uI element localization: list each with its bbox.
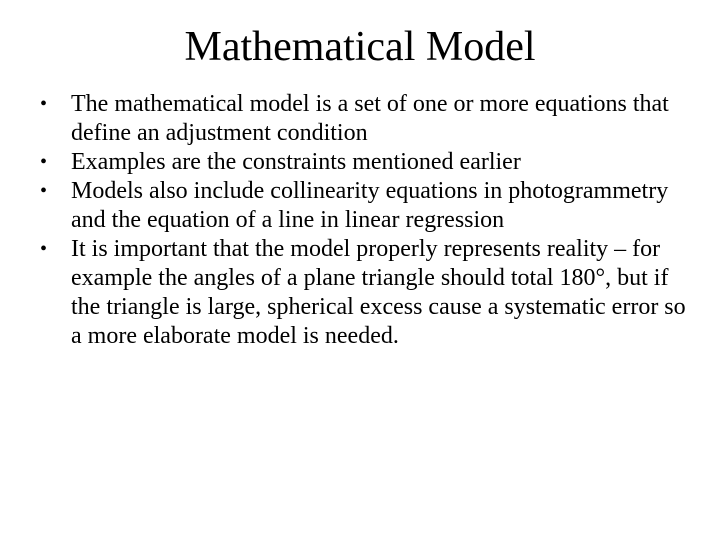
bullet-item bbox=[30, 177, 690, 235]
bullet-text: It is important that the model properly represents reality – for example the angles of a plane triangle should total 180°, but if the triangle is large, spherical excess cause a systematic error so a more elaborate model is needed. bbox=[71, 236, 686, 349]
bullet-text: The mathematical model is a set of one or more equations that define an adjustment condition bbox=[71, 91, 669, 146]
slide-title: Mathematical Model bbox=[184, 24, 536, 70]
bullet-icon: • bbox=[40, 93, 48, 115]
bullet-icon: • bbox=[40, 151, 48, 173]
bullet-text: Models also include collinearity equations in photogrammetry and the equation of a line in linear regression bbox=[71, 178, 669, 233]
bullet-list bbox=[30, 90, 690, 351]
bullet-icon: • bbox=[40, 180, 48, 202]
bullet-text: Examples are the constraints mentioned earlier bbox=[71, 149, 521, 175]
bullet-item bbox=[30, 148, 690, 177]
bullet-icon: • bbox=[40, 238, 48, 260]
bullet-item bbox=[30, 235, 690, 351]
bullet-item bbox=[30, 90, 690, 148]
